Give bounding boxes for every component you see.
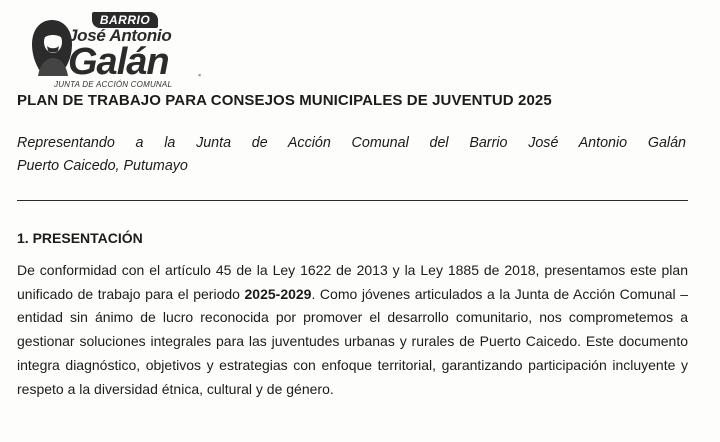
- document-subtitle: [17, 132, 686, 178]
- divider-line: [17, 200, 688, 201]
- subtitle-line2: Puerto Caicedo, Putumayo: [17, 158, 188, 174]
- paragraph-period: 2025-2029: [244, 285, 312, 302]
- logo-banner: BARRIO: [92, 12, 158, 28]
- logo-name-line1: José Antonio: [68, 26, 172, 45]
- scan-speck: ▪: [198, 70, 202, 80]
- subtitle-line1: Representando a la Junta de Acción Comunal del Barrio José Antonio Galán: [17, 135, 686, 151]
- paragraph-text-1: De conformidad con el artículo 45 de la Ley 1622 de 2013 y la Ley 1885 de 2018, presentamos este plan unificado de trabajo para el periodo: [17, 262, 688, 302]
- document-title: PLAN DE TRABAJO PARA CONSEJOS MUNICIPALES DE JUVENTUD 2025: [17, 92, 552, 109]
- jac-logo: [30, 10, 173, 94]
- logo-name-line2: Galán: [68, 41, 169, 83]
- presentation-paragraph: [17, 259, 688, 401]
- logo-subtitle: JUNTA DE ACCIÓN COMUNAL: [54, 80, 173, 89]
- section-title: 1. PRESENTACIÓN: [17, 230, 143, 246]
- paragraph-text-2: . Como jóvenes articulados a la Junta de Acción Comunal –entidad sin ánimo de lucro reconocida por promover el desarrollo comunitario, nos comprometemos a gestionar soluciones integrales para las juventudes urbanas y rurales de Puerto Caicedo. Este documento integra diagnóstico, objetivos y estrategias con enfoque territorial, garantizando participación incluyente y respeto a la diversidad étnica, cultural y de género.: [17, 285, 688, 397]
